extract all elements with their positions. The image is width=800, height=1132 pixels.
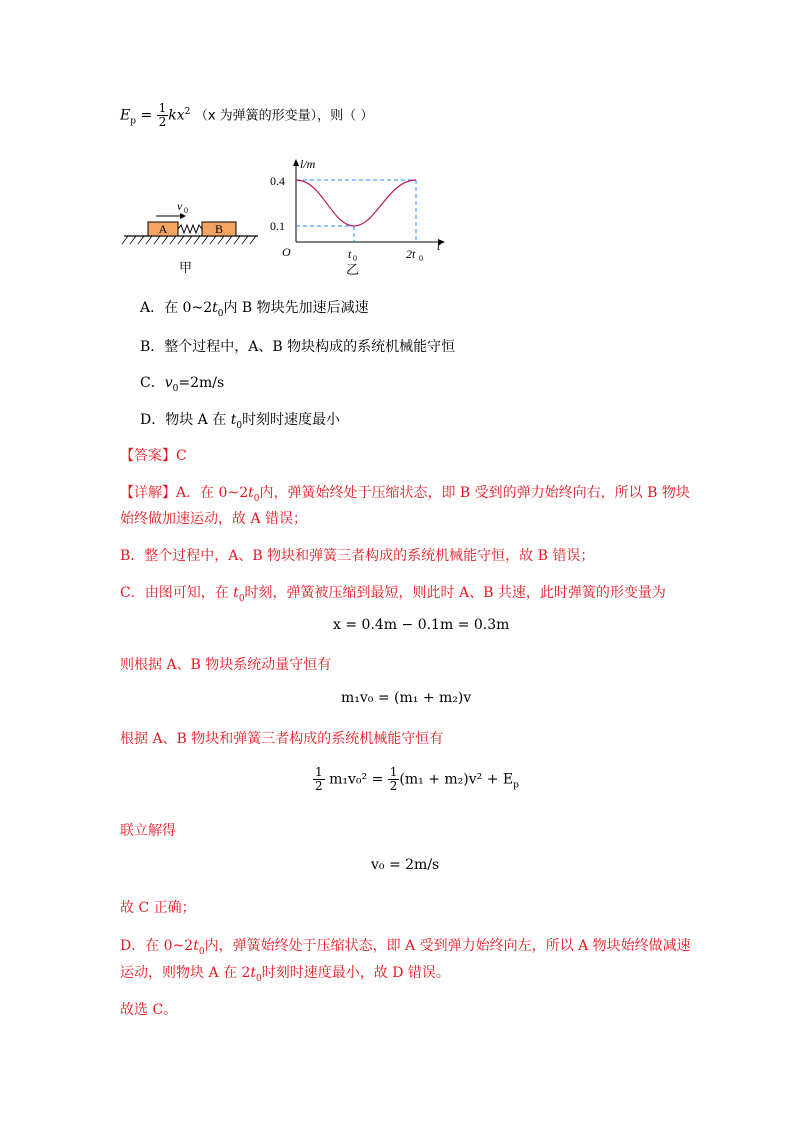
fraction-denominator: 2 — [158, 115, 167, 129]
detail-d1-sub: 0 — [198, 946, 205, 957]
answer-line: 【答案】C — [120, 448, 187, 464]
option-a-t: t — [212, 300, 218, 316]
eq3-mid: m₁v₀² = — [329, 771, 384, 788]
detail-c-t: t — [233, 585, 239, 601]
option-c-post: =2m/s — [178, 375, 225, 391]
equation-momentum: m₁v₀ = (m₁ + m₂)v — [341, 690, 472, 706]
x-axis-label: t — [437, 239, 441, 253]
detail-line-1-t: t — [248, 485, 254, 501]
detail-line-1 — [120, 482, 690, 504]
length-curve — [296, 180, 416, 226]
option-d-t: t — [230, 412, 237, 428]
option-d-post: 时刻时速度最小 — [242, 412, 341, 428]
equation-energy — [313, 766, 519, 793]
origin-label: O — [282, 245, 291, 259]
detail-line-1-sub: 0 — [253, 493, 260, 504]
y-tick-high: 0.4 — [270, 174, 285, 188]
detail-line-1-post: 内，弹簧始终处于压缩状态，即 B 受到的弹力始终向右，所以 B 物块 — [259, 485, 690, 501]
option-d-pre: D．物块 A 在 — [140, 412, 231, 428]
eq3-frac-1-num: 1 — [315, 765, 323, 779]
detail-c-correct: 故 C 正确； — [120, 900, 196, 916]
option-c-v: v — [164, 375, 173, 391]
block-a-label: A — [158, 222, 168, 236]
option-a-sub: 0 — [217, 308, 224, 319]
eq3-tail-sub: p — [513, 780, 519, 791]
detail-c-pre: C．由图可知，在 — [120, 585, 234, 601]
formula-kx-sup: 2 — [184, 106, 191, 117]
block-b-label: B — [214, 222, 224, 236]
physics-figure — [122, 158, 452, 278]
detail-energy-line: 根据 A、B 物块和弹簧三者构成的系统机械能守恒有 — [120, 731, 444, 747]
detail-c-line — [120, 582, 666, 604]
velocity-label: v — [177, 199, 183, 213]
detail-line-2: 始终做加速运动，故 A 错误； — [120, 511, 308, 527]
option-c-pre: C． — [140, 375, 165, 391]
detail-d-line-1 — [120, 935, 691, 957]
detail-c-sub: 0 — [238, 593, 245, 604]
x-tick-1-sub: 0 — [353, 254, 357, 263]
detail-momentum-line: 则根据 A、B 物块系统动量守恒有 — [120, 657, 332, 673]
detail-d1-t: t — [193, 938, 199, 954]
figure-yi — [270, 158, 445, 278]
detail-d2-post: 时刻时速度最小，故 D 错误。 — [261, 965, 450, 981]
velocity-sub: 0 — [184, 206, 188, 215]
fig1-label: 甲 — [179, 261, 193, 276]
option-d-sub: 0 — [236, 420, 243, 431]
formula-kx: kx — [168, 107, 185, 124]
x-tick-2-sub: 0 — [419, 254, 423, 263]
figure-jia — [122, 199, 258, 276]
detail-line-1-pre: 【详解】A．在 0~2 — [120, 485, 249, 501]
x-tick-2: 2t — [406, 247, 416, 261]
equation-deformation: x = 0.4m − 0.1m = 0.3m — [333, 617, 510, 633]
formula-ep: E — [120, 107, 131, 124]
formula-ep-sub: p — [130, 116, 136, 127]
detail-c-post: 时刻，弹簧被压缩到最短，则此时 A、B 共速，此时弹簧的形变量为 — [244, 585, 666, 601]
option-b — [140, 336, 455, 356]
option-a-pre: A．在 0~2 — [140, 300, 213, 316]
eq3-frac-1 — [313, 766, 325, 793]
option-c-sub: 0 — [172, 383, 179, 394]
eq3-frac-2-num: 1 — [389, 765, 398, 779]
detail-d2-t: t — [250, 965, 257, 981]
detail-d1-post: 内，弹簧始终处于压缩状态，即 A 受到弹力始终向左，所以 A 物块始终做减速 — [204, 938, 691, 954]
detail-final: 故选 C。 — [120, 1002, 178, 1018]
detail-d-line-2 — [120, 962, 450, 984]
formula-equals: = — [140, 107, 153, 124]
option-b-text: B．整个过程中，A、B 物块构成的系统机械能守恒 — [140, 339, 456, 355]
detail-solve-line: 联立解得 — [120, 823, 176, 839]
detail-d1-pre: D．在 0~2 — [120, 938, 194, 954]
detail-b-line: B．整个过程中，A、B 物块和弹簧三者构成的系统机械能守恒，故 B 错误； — [120, 548, 595, 564]
eq3-frac-2 — [388, 766, 400, 793]
y-tick-low: 0.1 — [270, 219, 285, 233]
fig2-label: 乙 — [346, 263, 360, 278]
fraction-numerator: 1 — [158, 101, 167, 115]
eq3-frac-1-den: 2 — [315, 779, 323, 793]
detail-d2-sub: 0 — [256, 973, 262, 984]
detail-d2-pre: 运动，则物块 A 在 2 — [120, 965, 251, 981]
y-axis-label: l/m — [300, 158, 316, 171]
eq3-frac-2-den: 2 — [389, 779, 398, 793]
spring — [178, 225, 202, 233]
option-a-post: 内 B 物块先加速后减速 — [223, 300, 369, 316]
x-tick-1: t — [348, 247, 352, 261]
formula-fraction — [157, 102, 169, 129]
option-c — [140, 372, 224, 394]
eq3-tail: (m₁ + m₂)v² + E — [399, 771, 514, 788]
equation-result: v₀ = 2m/s — [371, 857, 440, 873]
option-a — [140, 297, 369, 319]
energy-formula-line — [120, 102, 373, 129]
formula-note: （x 为弹簧的形变量），则（ ） — [194, 108, 374, 124]
option-d — [140, 409, 340, 431]
